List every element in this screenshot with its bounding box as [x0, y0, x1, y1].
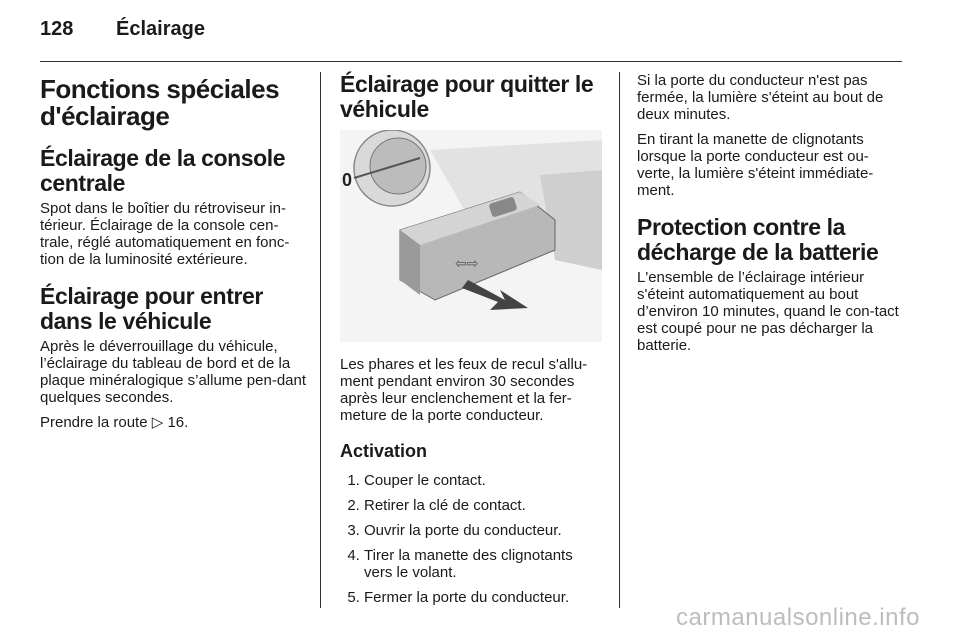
column-divider [320, 72, 321, 608]
paragraph: Si la porte du conducteur n'est pas fermée, la lumière s'éteint au bout de deux minutes. [637, 72, 884, 123]
subsection-title: Éclairage de la console centrale [40, 145, 286, 196]
running-title: Éclairage [116, 18, 205, 40]
column-divider [619, 72, 620, 608]
reference-page: 16. [167, 414, 189, 431]
section-title: Fonctions spéciales d'éclairage [40, 74, 280, 131]
reference-arrow-icon: ▷ [151, 414, 164, 431]
paragraph: Les phares et les feux de recul s'allu-ment pendant environ 30 secondes après leur enclenchement et la fer-meture de la porte conducteur. [340, 356, 588, 424]
page-number: 128 [40, 18, 74, 40]
column-right [637, 72, 905, 362]
list-item: 1. Couper le contact. [364, 472, 602, 489]
list-item: 5. Fermer la porte du conducteur. [364, 589, 602, 606]
paragraph: En tirant la manette de clignotants lorsque la porte conducteur est ou-verte, la lumière s'éteint immédiate-ment. [637, 131, 874, 199]
activation-title: Activation [340, 441, 428, 461]
paragraph: Après le déverrouillage du véhicule, l’éclairage du tableau de bord et de la plaque minéralogique s’allume pen-dant quelques secondes. [40, 338, 307, 406]
column-left [40, 72, 308, 439]
header-rule [40, 61, 902, 62]
paragraph: Spot dans le boîtier du rétroviseur in-térieur. Éclairage de la console cen-trale, réglé automatiquement en fonc-tion de la luminosité extérieure. [40, 200, 290, 268]
lever-drawing [340, 130, 602, 342]
watermark: carmanualsonline.info [676, 604, 920, 631]
page-reference[interactable] [40, 414, 308, 431]
list-item: 3. Ouvrir la porte du conducteur. [364, 522, 602, 539]
reference-text: Prendre la route [40, 414, 148, 431]
ignition-position-label: 0 [342, 170, 353, 190]
subsection-title: Éclairage pour entrer dans le véhicule [40, 283, 263, 334]
subsection-title: Éclairage pour quitter le véhicule [340, 71, 594, 122]
column-middle [340, 72, 602, 614]
svg-text:⇦⇨: ⇦⇨ [455, 256, 479, 272]
paragraph: L'ensemble de l’éclairage intérieur s'éteint automatiquement au bout d’environ 10 minutes, quand le con-tact est coupé pour ne pas décharger la batterie. [637, 269, 899, 354]
list-item: 2. Retirer la clé de contact. [364, 497, 602, 514]
turn-signal-lever-illustration [340, 130, 602, 342]
list-item: 4. Tirer la manette des clignotants vers le volant. [364, 547, 602, 581]
activation-steps [340, 472, 602, 606]
subsection-title: Protection contre la décharge de la batterie [637, 214, 879, 265]
